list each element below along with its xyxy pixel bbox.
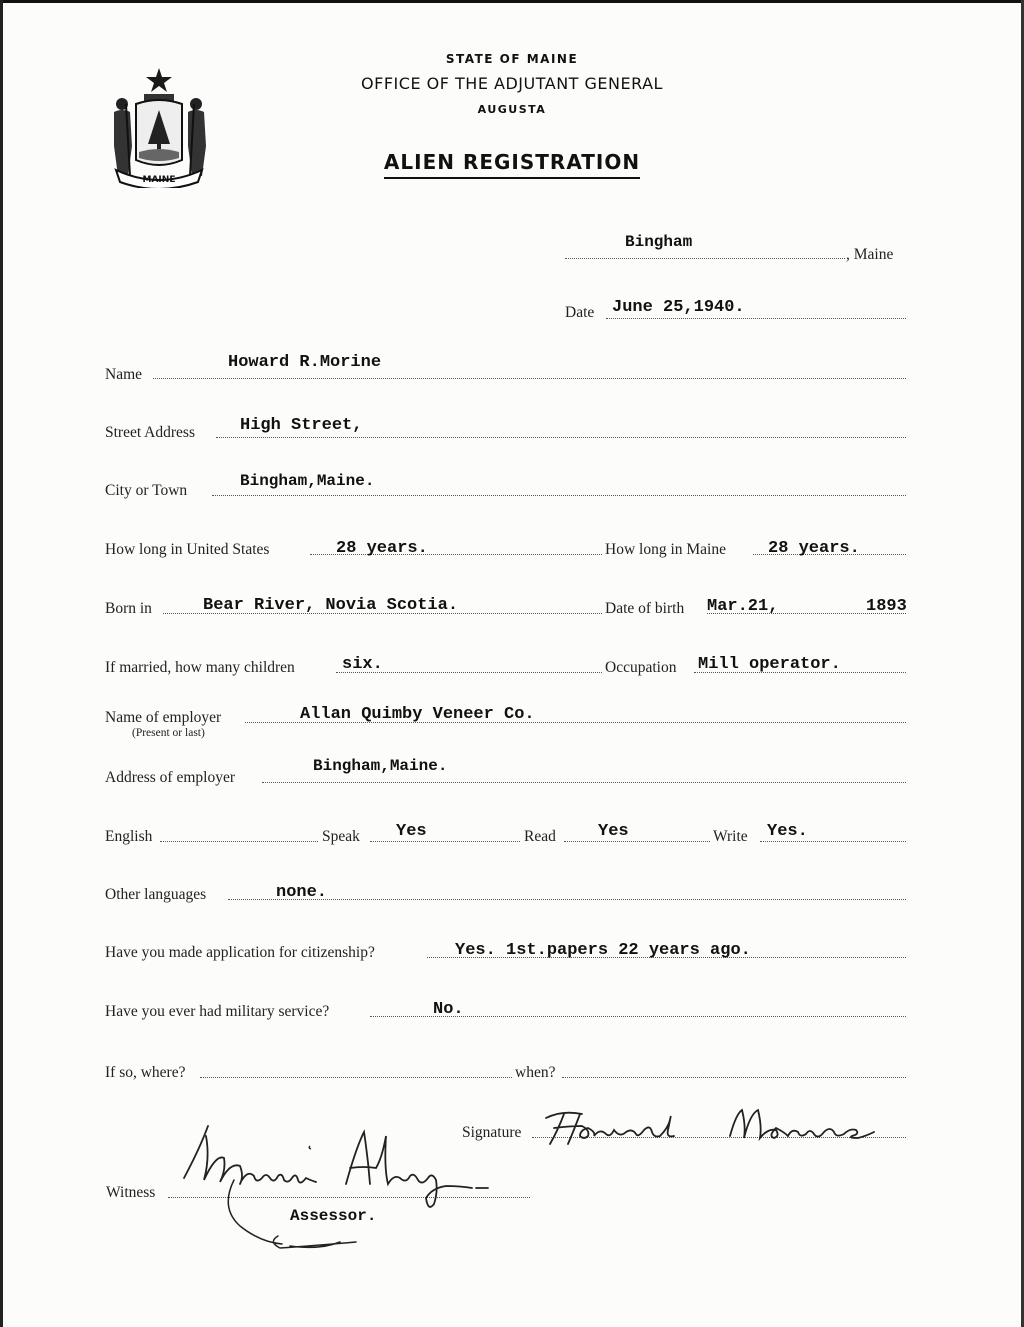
date-line [606,318,906,319]
employer-label: Name of employer [105,709,222,726]
city-line [212,495,906,496]
place-suffix: , Maine [846,246,894,263]
form-title [0,150,1024,179]
employer-address-line [262,782,906,783]
scan-edge-left [0,0,3,1327]
date-label: Date [565,304,595,321]
date-value[interactable]: June 25,1940. [612,298,745,317]
applicant-signature[interactable] [540,1100,880,1150]
born-label: Born in [105,600,152,617]
dob-year-value[interactable]: 1893 [866,597,907,616]
form-title-text: ALIEN REGISTRATION [384,150,640,179]
where-label: If so, where? [105,1064,186,1081]
speak-line [370,841,520,842]
when-line [562,1077,906,1078]
where-line [200,1077,512,1078]
occupation-label: Occupation [605,659,677,676]
military-value[interactable]: No. [433,1000,464,1019]
maine-years-label: How long in Maine [605,541,726,558]
dob-value[interactable]: Mar.21, [707,597,779,616]
speak-label: Speak [322,828,360,845]
city-label: City or Town [105,482,188,499]
signature-label: Signature [462,1124,522,1141]
citizenship-value[interactable]: Yes. 1st.papers 22 years ago. [455,941,751,960]
employer-address-label: Address of employer [105,769,235,786]
read-line [564,841,710,842]
born-value[interactable]: Bear River, Novia Scotia. [203,596,459,615]
office-heading: OFFICE OF THE ADJUTANT GENERAL [361,74,663,93]
other-languages-value[interactable]: none. [276,883,328,902]
city-value[interactable]: Bingham,Maine. [240,472,375,490]
street-line [216,437,906,438]
street-value[interactable]: High Street, [240,416,363,435]
city-heading: AUGUSTA [477,103,547,116]
name-line [153,378,906,379]
maine-years-value[interactable]: 28 years. [768,539,860,558]
state-heading: STATE OF MAINE [445,52,579,66]
speak-value[interactable]: Yes [396,822,427,841]
employer-sublabel: (Present or last) [132,727,205,739]
us-years-value[interactable]: 28 years. [336,539,428,558]
svg-text:MAINE: MAINE [142,175,176,185]
assessor-title: Assessor. [290,1207,377,1225]
write-line [760,841,906,842]
scan-edge-top [0,0,1024,3]
children-value[interactable]: six. [342,655,383,674]
occupation-value[interactable]: Mill operator. [698,655,841,674]
employer-value[interactable]: Allan Quimby Veneer Co. [300,705,535,724]
name-value[interactable]: Howard R.Morine [228,353,382,372]
children-label: If married, how many children [105,659,295,676]
name-label: Name [105,366,143,383]
other-languages-label: Other languages [105,886,207,903]
place-value[interactable]: Bingham [625,233,693,251]
when-label: when? [515,1064,556,1081]
english-line [160,841,318,842]
witness-label: Witness [106,1184,156,1201]
street-label: Street Address [105,424,195,441]
place-line [565,258,845,259]
citizenship-label: Have you made application for citizenship? [105,944,375,961]
english-label: English [105,828,153,845]
read-value[interactable]: Yes [598,822,629,841]
other-languages-line [228,899,906,900]
write-label: Write [713,828,748,845]
employer-address-value[interactable]: Bingham,Maine. [313,757,448,775]
read-label: Read [524,828,556,845]
write-value[interactable]: Yes. [767,822,808,841]
us-years-label: How long in United States [105,541,270,558]
witness-signature[interactable] [170,1118,500,1258]
dob-label: Date of birth [605,600,685,617]
military-label: Have you ever had military service? [105,1003,330,1020]
